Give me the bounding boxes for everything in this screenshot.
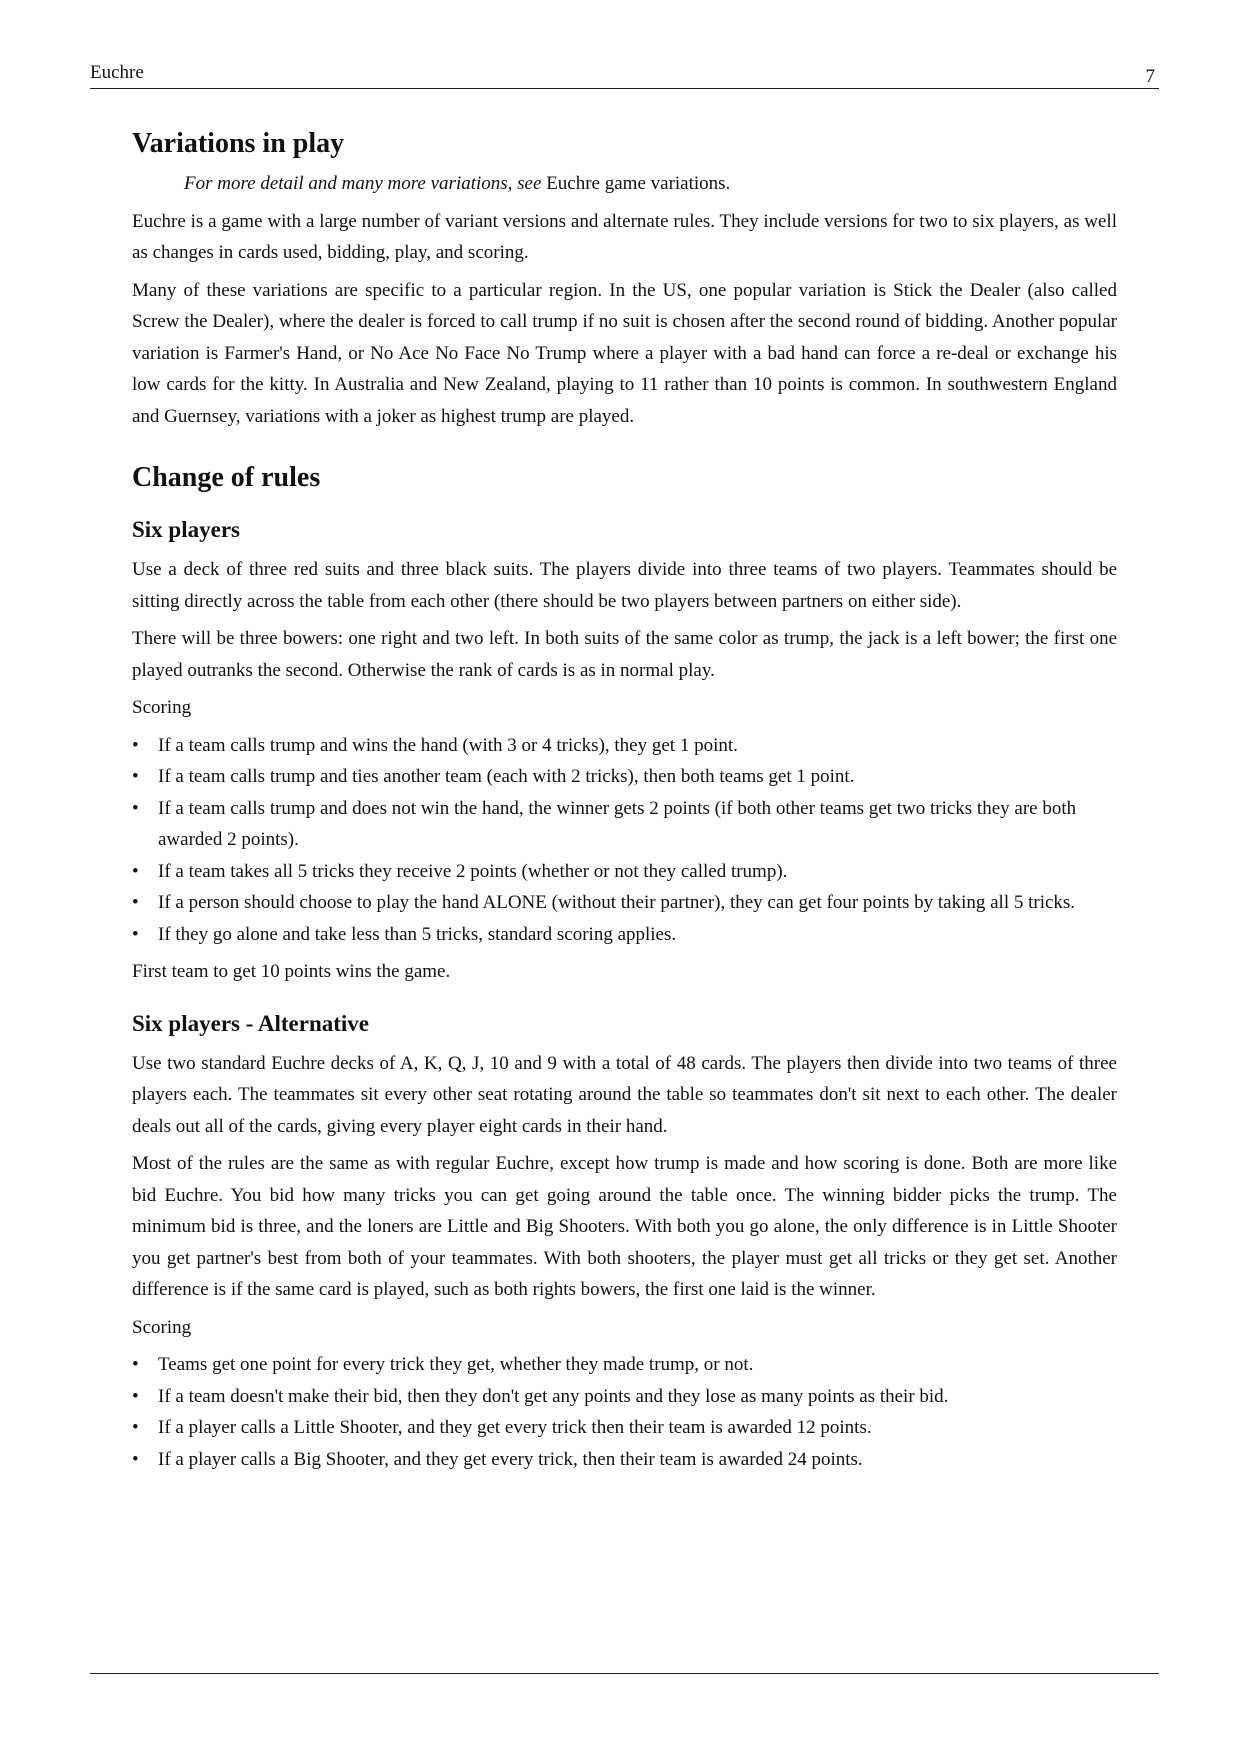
bullet-icon: • — [132, 860, 139, 882]
bullet-icon: • — [132, 1354, 139, 1375]
page-number: 7 — [1145, 66, 1155, 87]
bullet-icon: • — [132, 923, 139, 945]
list-item-text: If a team doesn't make their bid, then they don't get any points and they lose as many points as their bid. — [158, 1385, 949, 1407]
list-item — [132, 1412, 1117, 1444]
list-item — [132, 887, 1117, 919]
list-item-text: If a player calls a Little Shooter, and they get every trick then their team is awarded 12 points. — [158, 1417, 872, 1438]
list-item — [132, 761, 1117, 793]
note-italic: For more detail and many more variations, see — [184, 173, 542, 194]
footer-rule — [90, 1673, 1159, 1674]
page-header — [90, 60, 1159, 89]
list-item-text: If a team calls trump and does not win the hand, the winner gets 2 points (if both other teams get two tricks they are both awarded 2 points). — [158, 797, 1077, 850]
heading-variations: Variations in play — [132, 128, 345, 159]
six-paragraph-2: There will be three bowers: one right and two left. In both suits of the same color as trump, the jack is a left bower; the first one played outranks the second. Otherwise the rank of cards is as in normal play. — [132, 628, 1117, 681]
bullet-icon: • — [132, 1385, 139, 1407]
bullet-icon: • — [132, 734, 139, 756]
list-item — [132, 856, 1117, 888]
bullet-icon: • — [132, 766, 139, 787]
note-link[interactable]: Euchre game variations. — [546, 173, 731, 194]
list-item-text: If a person should choose to play the hand ALONE (without their partner), they can get four points by taking all 5 tricks. — [158, 892, 1076, 913]
list-item-text: If a team calls trump and wins the hand (with 3 or 4 tricks), they get 1 point. — [158, 734, 738, 756]
alt-scoring-list — [132, 1349, 1117, 1475]
heading-change-of-rules: Change of rules — [132, 462, 321, 493]
bullet-icon: • — [132, 1417, 139, 1438]
list-item — [132, 793, 1117, 856]
list-item — [132, 1444, 1117, 1476]
list-item — [132, 1349, 1117, 1381]
six-paragraph-1: Use a deck of three red suits and three black suits. The players divide into three teams of two players. Teammates should be sitting directly across the table from each other (there should be two players between partners on either side). — [132, 559, 1117, 612]
list-item — [132, 1381, 1117, 1413]
variations-paragraph-1: Euchre is a game with a large number of variant versions and alternate rules. They include versions for two to six players, as well as changes in cards used, bidding, play, and scoring. — [132, 210, 1117, 263]
list-item — [132, 730, 1117, 762]
variations-note — [132, 168, 1117, 200]
header-title: Euchre — [90, 62, 144, 83]
alt-paragraph-1: Use two standard Euchre decks of A, K, Q, J, 10 and 9 with a total of 48 cards. The players then divide into two teams of three players each. The teammates sit every other seat rotating around the table so teammates don't sit next to each other. The dealer deals out all of the cards, giving every player eight cards in their hand. — [132, 1052, 1117, 1137]
list-item-text: If a team takes all 5 tricks they receive 2 points (whether or not they called trump). — [158, 860, 788, 882]
bullet-icon: • — [132, 1448, 139, 1470]
list-item-text: If a team calls trump and ties another team (each with 2 tricks), then both teams get 1 point. — [158, 766, 855, 787]
list-item-text: If a player calls a Big Shooter, and they get every trick, then their team is awarded 24 points. — [158, 1448, 863, 1470]
heading-six-players-alternative: Six players - Alternative — [132, 1010, 369, 1036]
six-scoring-label: Scoring — [132, 697, 192, 718]
list-item-text: If they go alone and take less than 5 tricks, standard scoring applies. — [158, 923, 677, 945]
six-scoring-list — [132, 730, 1117, 951]
variations-paragraph-2: Many of these variations are specific to a particular region. In the US, one popular variation is Stick the Dealer (also called Screw the Dealer), where the dealer is forced to call trump if no suit is chosen after the second round of bidding. Another popular variation is Farmer's Hand, or No Ace No Face No Trump where a player with a bad hand can force a re-deal or exchange his low cards for the kitty. In Australia and New Zealand, playing to 11 rather than 10 points is common. In southwestern England and Guernsey, variations with a joker as highest trump are played. — [132, 279, 1117, 427]
list-item-text: Teams get one point for every trick they get, whether they made trump, or not. — [158, 1354, 754, 1375]
six-closing: First team to get 10 points wins the game. — [132, 961, 451, 982]
bullet-icon: • — [132, 797, 139, 819]
list-item — [132, 919, 1117, 951]
heading-six-players: Six players — [132, 517, 240, 542]
bullet-icon: • — [132, 892, 139, 913]
alt-paragraph-2: Most of the rules are the same as with regular Euchre, except how trump is made and how scoring is done. Both are more like bid Euchre. You bid how many tricks you can get going around the table once. The winning bidder picks the trump. The minimum bid is three, and the loners are Little and Big Shooters. With both you go alone, the only difference is in Little Shooter you get partner's best from both of your teammates. With both shooters, the player must get all tricks or they get set. Another difference is if the same card is played, such as both rights bowers, the first one laid is the winner. — [132, 1153, 1117, 1300]
alt-scoring-label: Scoring — [132, 1316, 192, 1338]
page-content — [132, 124, 1117, 1481]
